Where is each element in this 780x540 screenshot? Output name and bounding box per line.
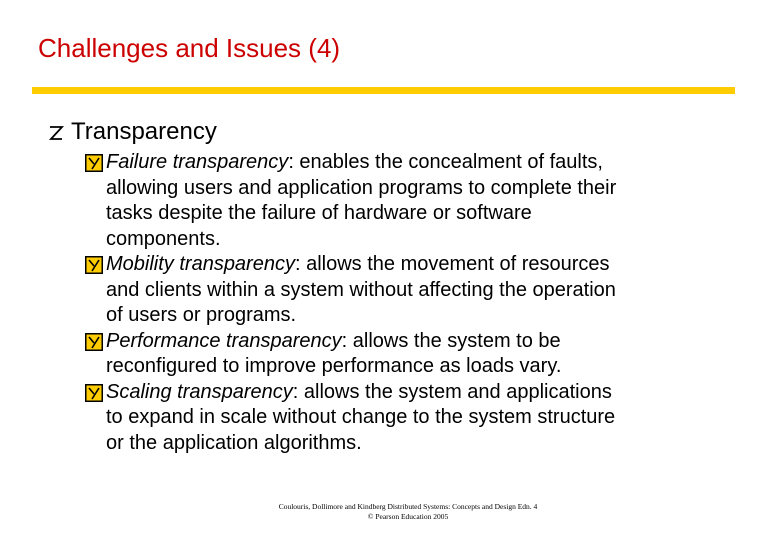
sub-bullet-performance	[85, 329, 745, 380]
slide-footer	[0, 502, 780, 522]
item-line: to expand in scale without change to the system structure	[106, 406, 616, 428]
title-divider	[32, 87, 735, 94]
item-line: tasks despite the failure of hardware or software	[106, 202, 532, 224]
y-bullet-icon	[85, 256, 103, 274]
term-label: Scaling transparency	[106, 380, 293, 403]
item-text: : enables the concealment of faults,	[288, 151, 603, 173]
item-line: allowing users and application programs to complete their	[106, 176, 617, 199]
footer-copyright: © Pearson Education 2005	[367, 512, 449, 521]
item-line	[106, 252, 745, 278]
sub-bullet-mobility	[85, 252, 745, 329]
y-bullet-icon	[85, 384, 103, 402]
item-line: of users or programs.	[106, 304, 297, 326]
term-label: Mobility transparency	[106, 253, 295, 275]
item-line	[106, 380, 745, 406]
y-bullet-icon	[85, 154, 103, 172]
bullet-transparency	[47, 118, 217, 146]
item-text: : allows the system and applications	[292, 380, 612, 403]
item-line	[106, 329, 745, 355]
term-label: Failure transparency	[106, 151, 289, 173]
item-line: or the application algorithms.	[106, 431, 362, 454]
footer-citation: Coulouris, Dollimore and Kindberg Distributed Systems: Concepts and Design Edn. 4	[278, 502, 538, 511]
sub-bullet-failure	[85, 150, 745, 252]
term-label: Performance transparency	[106, 329, 342, 352]
item-line	[106, 150, 745, 176]
item-text: : allows the system to be	[341, 329, 561, 352]
item-line: and clients within a system without affecting the operation	[106, 278, 616, 301]
z-bullet-icon	[47, 124, 65, 142]
bullet-transparency-label: Transparency	[71, 118, 217, 145]
item-line: components.	[106, 227, 221, 250]
item-line: reconfigured to improve performance as loads vary.	[106, 355, 562, 377]
slide-title: Challenges and Issues (4)	[38, 33, 341, 63]
y-bullet-icon	[85, 333, 103, 351]
sub-bullet-scaling	[85, 380, 745, 457]
item-text: : allows the movement of resources	[294, 253, 610, 275]
